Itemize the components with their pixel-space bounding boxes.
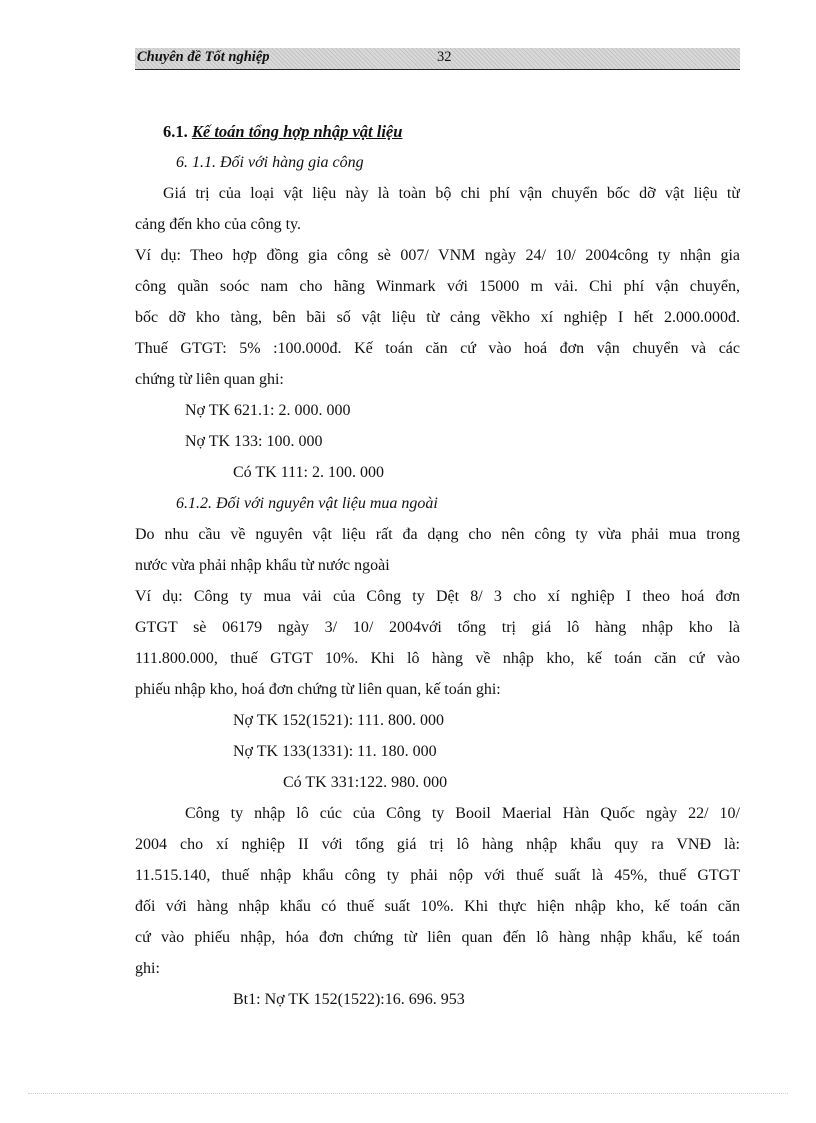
subsection-heading: 6. 1.1. Đối với hàng gia công [176,154,364,171]
section-number: 6.1. [163,122,188,141]
paragraph-line: phiếu nhập kho, hoá đơn chứng từ liên quan, kế toán ghi: [135,681,501,698]
journal-entry: Nợ TK 133: 100. 000 [185,433,323,450]
journal-entry: Có TK 331:122. 980. 000 [283,774,448,791]
journal-entry: Nợ TK 621.1: 2. 000. 000 [185,402,351,419]
paragraph-line: ghi: [135,960,160,977]
paragraph-line: Ví dụ: Công ty mua vải của Công ty Dệt 8/ 3 cho xí nghiệp I theo hoá đơn [135,588,740,605]
paragraph-line: Giá trị của loại vật liệu này là toàn bộ chi phí vận chuyển bốc dỡ vật liệu từ [163,185,740,202]
section-title: Kế toán tổng hợp nhập vật liệu [191,122,403,141]
paragraph-line: 11.515.140, thuế nhập khẩu công ty phải nộp với thuế suất là 45%, thuế GTGT [135,867,740,884]
paragraph-line: GTGT sè 06179 ngày 3/ 10/ 2004với tổng trị giá lô hàng nhập kho là [135,619,740,636]
header-title: Chuyên đề Tốt nghiệp [137,49,270,65]
footer-divider [28,1093,788,1094]
page-number: 32 [437,49,452,65]
paragraph-line: Công ty nhập lô cúc của Công ty Booil Maerial Hàn Quốc ngày 22/ 10/ [185,805,740,822]
paragraph-line: đối với hàng nhập khẩu có thuế suất 10%. Khi thực hiện nhập kho, kế toán căn [135,898,740,915]
paragraph-line: nước vừa phải nhập khẩu từ nước ngoài [135,557,390,574]
subsection-heading: 6.1.2. Đối với nguyên vật liệu mua ngoài [176,495,438,512]
journal-entry: Bt1: Nợ TK 152(1522):16. 696. 953 [233,991,465,1008]
paragraph-line: 111.800.000, thuế GTGT 10%. Khi lô hàng về nhập kho, kế toán căn cứ vào [135,650,740,667]
journal-entry: Nợ TK 133(1331): 11. 180. 000 [233,743,437,760]
paragraph-line: chứng từ liên quan ghi: [135,371,284,388]
paragraph-line: Thuế GTGT: 5% :100.000đ. Kế toán căn cứ vào hoá đơn vận chuyển và các [135,340,740,357]
section-heading [135,116,740,147]
paragraph-line: bốc dỡ kho tàng, bên bãi số vật liệu từ cảng vềkho xí nghiệp I hết 2.000.000đ. [135,309,740,326]
paragraph-line: 2004 cho xí nghiệp II với tổng giá trị lô hàng nhập khẩu quy ra VNĐ là: [135,836,740,853]
journal-entry: Nợ TK 152(1521): 111. 800. 000 [233,712,444,729]
document-body [135,116,740,1015]
page-header [135,48,740,70]
paragraph-line: Do nhu cầu về nguyên vật liệu rất đa dạng cho nên công ty vừa phải mua trong [135,526,740,543]
paragraph-line: cứ vào phiếu nhập, hóa đơn chứng từ liên quan đến lô hàng nhập khẩu, kế toán [135,929,740,946]
paragraph-line: công quần soóc nam cho hãng Winmark với 15000 m vải. Chi phí vận chuyển, [135,278,740,295]
journal-entry: Có TK 111: 2. 100. 000 [233,464,384,481]
paragraph-line: cảng đến kho của công ty. [135,216,302,233]
paragraph-line: Ví dụ: Theo hợp đồng gia công sè 007/ VNM ngày 24/ 10/ 2004công ty nhận gia [135,247,740,264]
